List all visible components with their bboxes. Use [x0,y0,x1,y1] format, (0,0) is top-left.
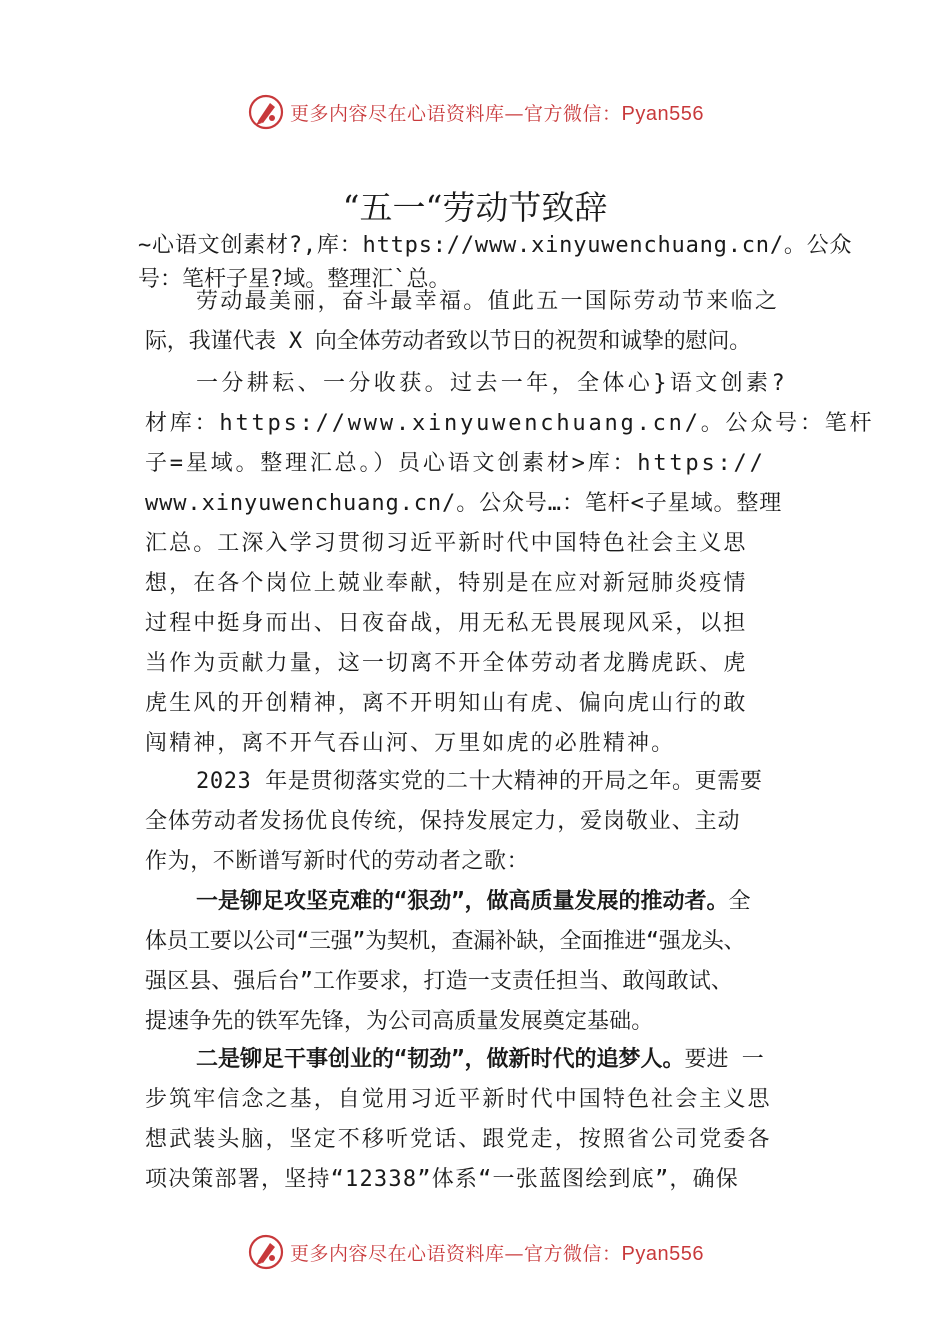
text-line: 项决策部署，坚持“12338”体系“一张蓝图绘到底”，确保 [145,1167,740,1192]
footer-banner [0,1232,950,1272]
text-line: 际，我谨代表 X 向全体劳动者致以节日的祝贺和诚挚的慰问。 [145,329,751,354]
wechat-id: Pyan556 [621,1242,704,1265]
text-line: 号：笔杆子星?域。整理汇`总。 [138,267,451,292]
text-line: ~心语文创素材?,库：https://www.xinyuwenchuang.cn/。公众 [138,233,853,258]
text-line: 劳动最美丽，奋斗最幸福。值此五一国际劳动节来临之 [196,289,780,314]
text-line: 2023 年是贯彻落实党的二十大精神的开局之年。更需要 [196,769,763,794]
text-line: 步筑牢信念之基，自觉用习近平新时代中国特色社会主义思 [145,1087,772,1112]
text-line: 过程中挺身而出、日夜奋战，用无私无畏展现风采，以担 [145,611,748,636]
text-line: 材库：https://www.xinyuwenchuang.cn/。公众号：笔杆 [145,411,875,436]
banner-text: 更多内容尽在心语资料库—官方微信：Pyan556 [290,102,704,125]
pen-nib-icon [246,1232,286,1272]
point-two-heading: 二是铆足干事创业的“韧劲”，做新时代的追梦人。 [196,1047,685,1072]
pen-nib-icon [246,92,286,132]
header-banner [0,92,950,132]
text-line: 一分耕耘、一分收获。过去一年，全体心}语文创素? [196,371,789,396]
text-line: 提速争先的铁军先锋，为公司高质量发展奠定基础。 [145,1009,654,1034]
text-line: 子=星域。整理汇总。）员心语文创素材>库：https:// [145,451,766,476]
text-line: 当作为贡献力量，这一切离不开全体劳动者龙腾虎跃、虎 [145,651,748,676]
text-line: 全体劳动者发扬优良传统，保持发展定力，爱岗敬业、主动 [145,809,741,834]
point-two-continuation: 要进 一 [684,1047,764,1072]
text-line: 闯精神，离不开气吞山河、万里如虎的必胜精神。 [145,731,676,756]
text-line: 想，在各个岗位上兢业奉献，特别是在应对新冠肺炎疫情 [145,571,748,596]
wechat-id: Pyan556 [621,102,704,125]
point-one-line [196,882,751,922]
point-one-continuation: 全 [728,889,751,914]
text-line: 体员工要以公司“三强”为契机，查漏补缺，全面推进“强龙头、 [145,929,746,954]
text-line: 想武装头脑，坚定不移听党话、跟党走，按照省公司党委各 [145,1127,772,1152]
text-line: www.xinyuwenchuang.cn/。公众号…：笔杆<子星域。整理 [145,491,783,516]
text-line: 作为，不断谱写新时代的劳动者之歌： [145,849,530,874]
text-line: 虎生风的开创精神，离不开明知山有虎、偏向虎山行的敢 [145,691,748,716]
point-one-heading: 一是铆足攻坚克难的“狠劲”，做高质量发展的推动者。 [196,889,729,914]
text-line: 汇总。工深入学习贯彻习近平新时代中国特色社会主义思 [145,531,748,556]
text-line: 强区县、强后台”工作要求，打造一支责任担当、敢闯敢试、 [145,969,733,994]
banner-text: 更多内容尽在心语资料库—官方微信：Pyan556 [290,1242,704,1265]
document-title: “五一“劳动节致辞 [342,188,608,227]
point-two-line [196,1040,764,1080]
